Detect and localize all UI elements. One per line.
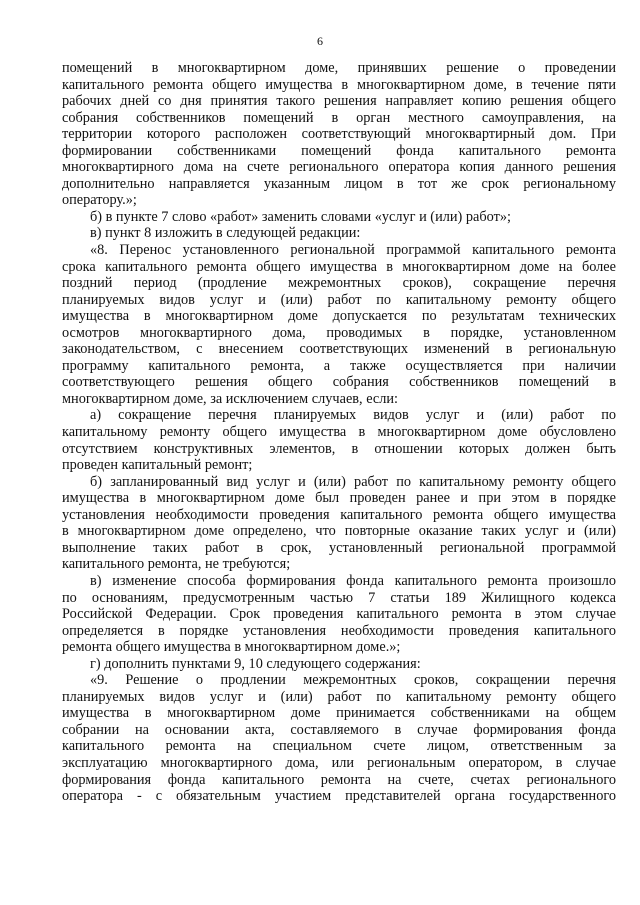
document-body <box>62 60 616 805</box>
text-line: «9. Решение о продлении межремонтных сроков, сокращении перечня <box>90 672 616 689</box>
text-line: проведен капитальный ремонт; <box>62 457 253 474</box>
text-line: оператора - с обязательным участием представителей органа государственного <box>62 788 616 805</box>
text-line: срока капитального ремонта общего имущества в многоквартирном доме на более <box>62 258 616 275</box>
text-line: осмотров многоквартирного дома, проводимых в порядке, установленном <box>62 324 616 341</box>
text-line: капитального ремонта общего имущества в многоквартирном доме, в течение пяти <box>62 76 616 93</box>
text-line: г) дополнить пунктами 9, 10 следующего содержания: <box>90 655 421 672</box>
text-line: капитального ремонта, не требуются; <box>62 556 291 573</box>
text-line: планируемых видов услуг и (или) работ по капитальному ремонту общего <box>62 688 616 705</box>
text-line: многоквартирном доме, за исключением случаев, если: <box>62 390 399 407</box>
text-line: собрания собственников помещений в орган местного самоуправления, на <box>62 109 616 126</box>
text-line: имущества в многоквартирном доме был проведен ранее и при этом в порядке <box>62 490 616 507</box>
text-line: территории которого расположен соответствующий многоквартирный дом. При <box>62 126 616 143</box>
text-line: дополнительно направляется указанным лицом в тот же срок региональному <box>62 175 616 192</box>
text-line: многоквартирного дома на счете регионального оператора копия данного решения <box>62 159 616 176</box>
text-line: а) сокращение перечня планируемых видов услуг и (или) работ по <box>90 407 616 424</box>
text-line: законодательством, с внесением соответствующих изменений в региональную <box>62 341 616 358</box>
text-line: отсутствием конструктивных элементов, в отношении которых должен быть <box>62 440 616 457</box>
text-line: в) изменение способа формирования фонда капитального ремонта произошло <box>90 572 616 589</box>
text-line: формирования фонда капитального ремонта на счете, счетах регионального <box>62 771 616 788</box>
text-line: планируемых видов услуг и (или) работ по капитальному ремонту общего <box>62 291 616 308</box>
text-line: оператору.»; <box>62 192 137 209</box>
text-line: поздний период (продление межремонтных сроков), сокращение перечня <box>62 275 616 292</box>
text-line: капитального ремонта на специальном счете лицом, ответственным за <box>62 738 616 755</box>
text-line: ремонта общего имущества в многоквартирном доме.»; <box>62 639 401 656</box>
text-line: рабочих дней со дня принятия такого решения направляет копию решения общего <box>62 93 616 110</box>
text-line: имущества в многоквартирном доме допускается по результатам технических <box>62 308 616 325</box>
text-line: капитальному ремонту общего имущества в многоквартирном доме обусловлено <box>62 424 616 441</box>
text-line: в многоквартирном доме определено, что повторные оказание таких услуг и (или) <box>62 523 616 540</box>
text-line: выполнение таких работ в срок, установленный региональной программой <box>62 539 616 556</box>
text-line: «8. Перенос установленного региональной программой капитального ремонта <box>90 242 616 259</box>
text-line: имущества в многоквартирном доме принимается собственниками на общем <box>62 705 616 722</box>
text-line: Российской Федерации. Срок проведения капитального ремонта в этом случае <box>62 606 616 623</box>
text-line: эксплуатацию многоквартирного дома, или региональным оператором, в случае <box>62 754 616 771</box>
text-line: программу капитального ремонта, а также осуществляется при наличии <box>62 357 616 374</box>
text-line: формировании собственниками помещений фонда капитального ремонта <box>62 142 616 159</box>
page-number: 6 <box>317 34 323 48</box>
text-line: определяется в порядке установления необходимости проведения капитального <box>62 622 616 639</box>
text-line: б) в пункте 7 слово «работ» заменить словами «услуг и (или) работ»; <box>90 208 511 225</box>
text-line: помещений в многоквартирном доме, принявших решение о проведении <box>62 60 616 76</box>
text-line: в) пункт 8 изложить в следующей редакции: <box>90 225 361 242</box>
text-line: соответствующего решения общего собрания собственников помещений в <box>62 374 616 391</box>
text-line: по основаниям, предусмотренным частью 7 статьи 189 Жилищного кодекса <box>62 589 616 606</box>
text-line: б) запланированный вид услуг и (или) работ по капитальному ремонту общего <box>90 473 616 490</box>
text-line: собрании на основании акта, составляемого в случае формирования фонда <box>62 721 616 738</box>
text-line: установления необходимости проведения капитального ремонта общего имущества <box>62 506 616 523</box>
